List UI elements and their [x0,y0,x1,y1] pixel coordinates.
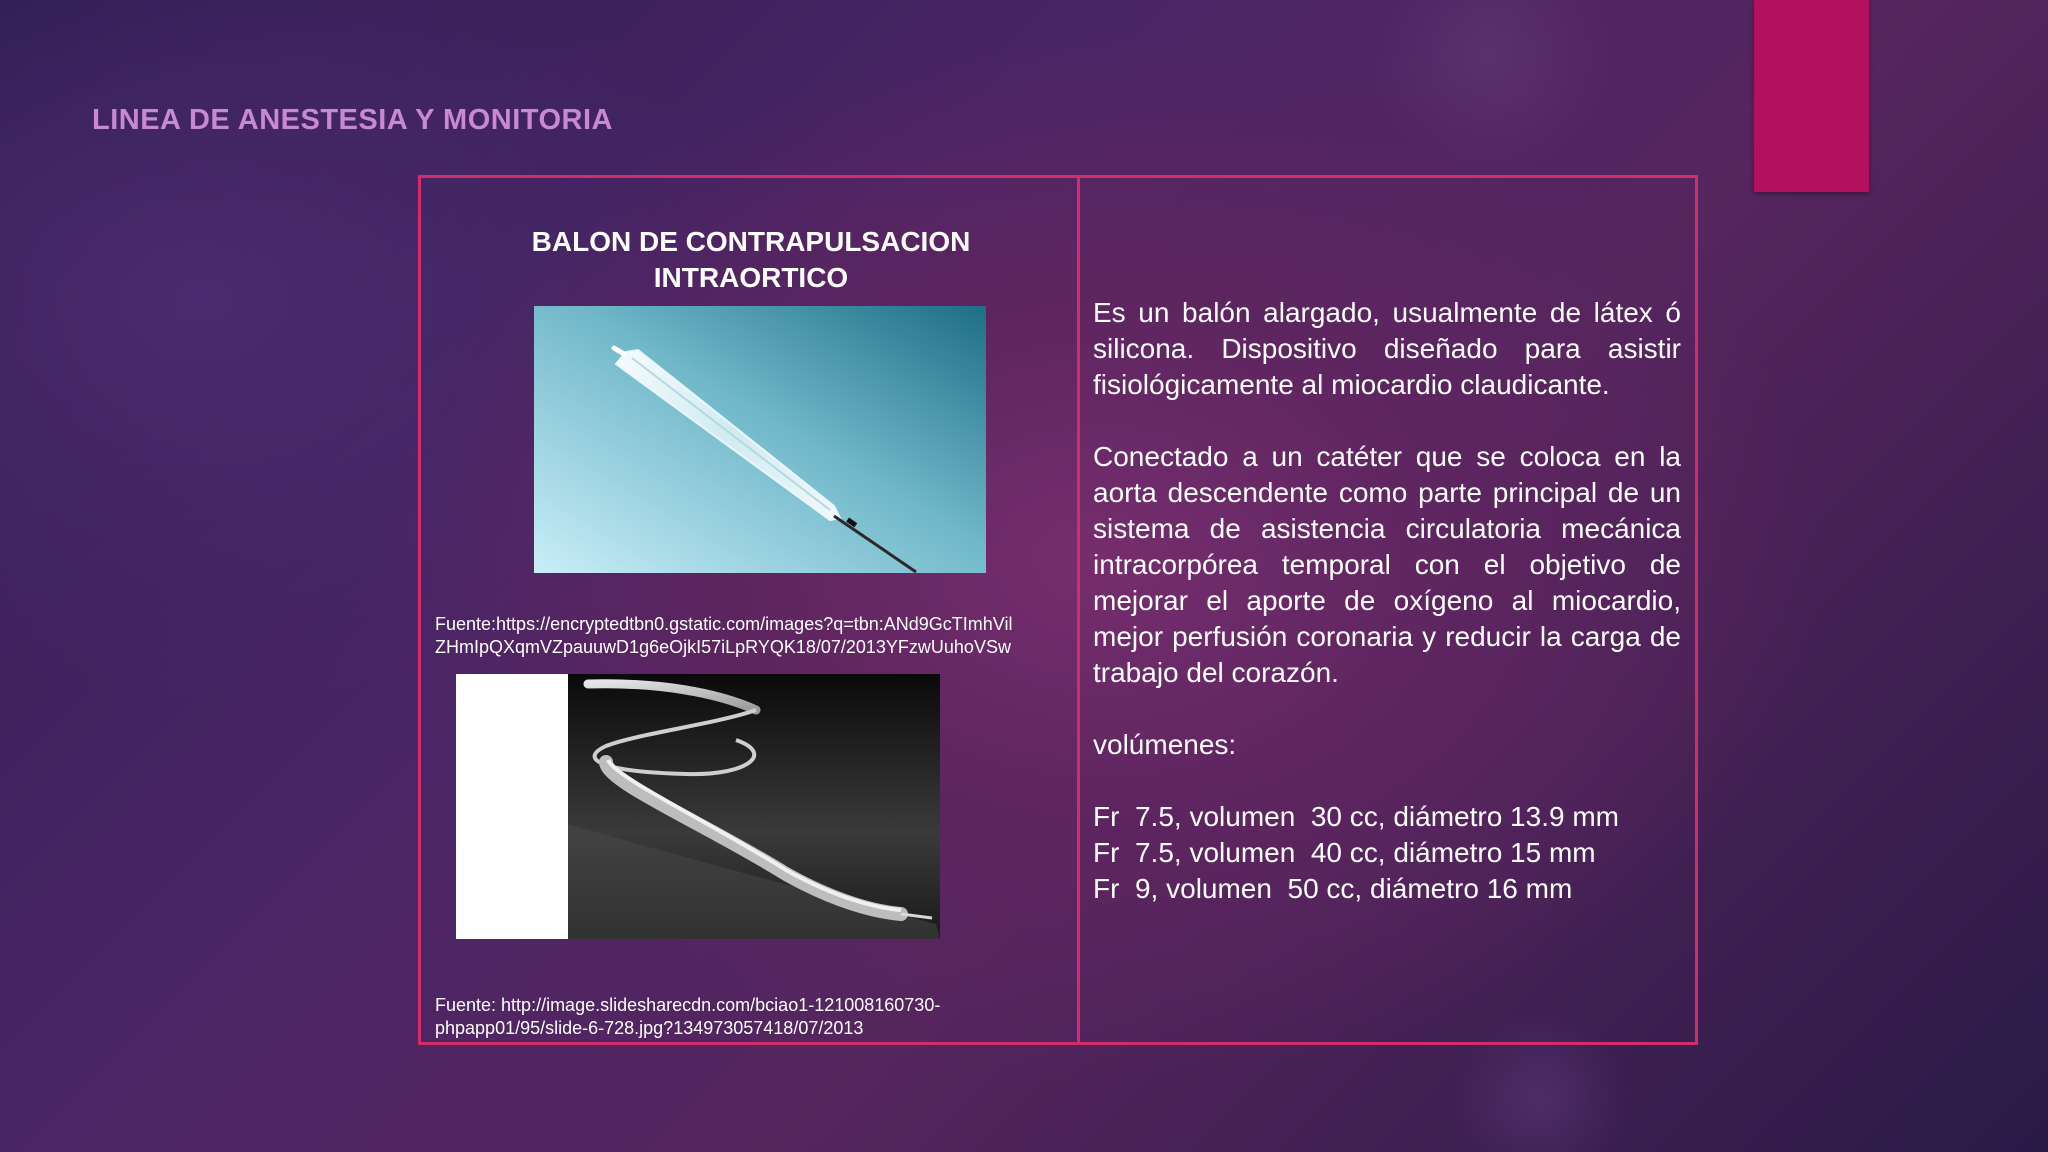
accent-bar [1754,0,1869,192]
volumes-label: volúmenes: [1093,729,1237,760]
volume-spec-line: Fr 7.5, volumen 40 cc, diámetro 15 mm [1093,837,1596,868]
description-column [1093,295,1681,907]
device-heading: BALON DE CONTRAPULSACION INTRAORTICO [531,226,971,293]
slide-title: LINEA DE ANESTESIA Y MONITORIA [92,104,613,136]
image-source-2: Fuente: http://image.slidesharecdn.com/bciao1-121008160730- phpapp01/95/slide-6-728.jpg?134973057418/07/2013 [435,995,941,1038]
image-source-1: Fuente:https://encryptedtbn0.gstatic.com/images?q=tbn:ANd9GcTImhVil ZHmIpQXqmVZpauuwD1g6eOjkI57iLpRYQK18/07/2013YFzwUuhoVSw [435,614,1013,657]
description-paragraph-2: Conectado a un catéter que se coloca en la aorta descendente como parte principal de un sistema de asistencia circulatoria mecánica intracorpórea temporal con el objetivo de mejorar el aporte de oxígeno al miocardio, mejor perfusión coronaria y reducir la carga de trabajo del corazón. [1093,441,1681,688]
balloon-photo [534,306,986,573]
column-divider [1077,178,1080,1042]
volume-spec-line: Fr 7.5, volumen 30 cc, diámetro 13.9 mm [1093,801,1619,832]
description-paragraph-1: Es un balón alargado, usualmente de látex ó silicona. Dispositivo diseñado para asistir fisiológicamente al miocardio claudicante. [1093,297,1681,400]
content-table [418,175,1698,1045]
volume-spec-line: Fr 9, volumen 50 cc, diámetro 16 mm [1093,873,1573,904]
catheter-photo [456,674,940,939]
